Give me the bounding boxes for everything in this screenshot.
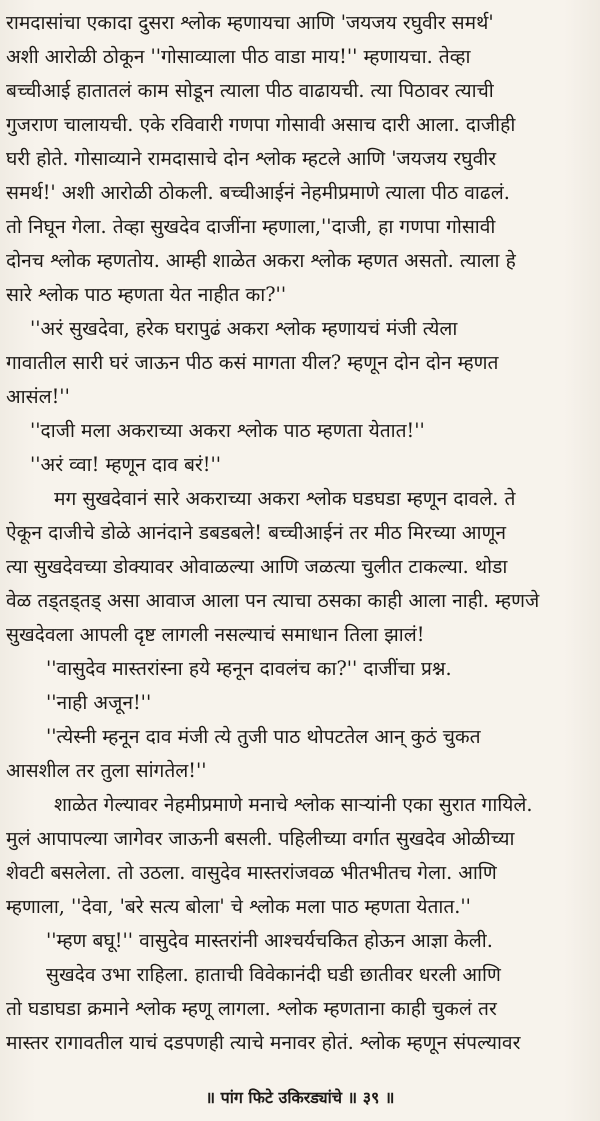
text-line: ''नाही अजून!'' (46, 691, 152, 714)
text-line: समर्थ!' अशी आरोळी ठोकली. बच्चीआईनं नेहमीप्रमाणे त्याला पीठ वाढलं. (6, 181, 510, 204)
text-line: ऐकून दाजीचे डोळे आनंदाने डबडबले! बच्चीआईनं तर मीठ मिरच्या आणून (6, 521, 506, 544)
text-line: ''दाजी मला अकराच्या अकरा श्लोक पाठ म्हणता येतात!'' (30, 419, 425, 442)
text-line: मास्तर रागावतील याचं दडपणही त्याचे मनावर होतं. श्लोक म्हणून संपल्यावर (6, 1031, 521, 1054)
text-line: घरी होते. गोसाव्याने रामदासाचे दोन श्लोक म्हटले आणि 'जयजय रघुवीर (6, 147, 497, 170)
text-line: गुजराण चालायची. एके रविवारी गणपा गोसावी असाच दारी आला. दाजीही (6, 113, 516, 136)
page-footer: ॥ पांग फिटे उकिरड्यांचे ॥ ३९ ॥ (205, 1088, 395, 1107)
text-line: ''वासुदेव मास्तरांस्ना हये म्हनून दावलंच का?'' दाजींचा प्रश्न. (46, 657, 452, 680)
text-line: सुखदेवला आपली दृष्ट लागली नसल्याचं समाधान तिला झालं! (6, 623, 425, 646)
text-line: शाळेत गेल्यावर नेहमीप्रमाणे मनाचे श्लोक साऱ्यांनी एका सुरात गायिले. (54, 793, 533, 816)
text-line: ''अरं सुखदेवा, हरेक घरापुढं अकरा श्लोक म्हणायचं मंजी त्येला (30, 317, 458, 340)
text-line: त्या सुखदेवच्या डोक्यावर ओवाळल्या आणि जळत्या चुलीत टाकल्या. थोडा (6, 555, 508, 578)
text-line: सारे श्लोक पाठ म्हणता येत नाहीत का?'' (6, 283, 287, 306)
text-line: शेवटी बसलेला. तो उठला. वासुदेव मास्तरांजवळ भीतभीतच गेला. आणि (6, 861, 497, 884)
text-line: ''त्येस्नी म्हनून दाव मंजी त्ये तुजी पाठ थोपटतेल आन् कुठं चुकत (46, 725, 481, 748)
text-line: तो घडाघडा क्रमाने श्लोक म्हणू लागला. श्लोक म्हणताना काही चुकलं तर (6, 997, 497, 1020)
text-line: आसशील तर तुला सांगतेल!'' (6, 759, 207, 782)
text-line: आसंल!'' (6, 385, 70, 408)
text-line: सुखदेव उभा राहिला. हाताची विवेकानंदी घडी छातीवर धरली आणि (46, 963, 501, 986)
text-line: अशी आरोळी ठोकून ''गोसाव्याला पीठ वाडा माय!'' म्हणायचा. तेव्हा (6, 45, 471, 68)
text-line: ''म्हण बघू!'' वासुदेव मास्तरांनी आश्चर्यचकित होऊन आज्ञा केली. (46, 929, 493, 952)
text-line: गावातील सारी घरं जाऊन पीठ कसं मागता यील? म्हणून दोन दोन म्हणत (6, 351, 499, 374)
text-line: बच्चीआई हातातलं काम सोडून त्याला पीठ वाढायची. त्या पिठावर त्याची (6, 79, 494, 102)
text-line: दोनच श्लोक म्हणतोय. आम्ही शाळेत अकरा श्लोक म्हणत असतो. त्याला हे (6, 249, 516, 272)
text-line: वेळ तड्तड्तड् असा आवाज आला पन त्याचा ठसका काही आला नाही. म्हणजे (6, 589, 540, 612)
text-line: तो निघून गेला. तेव्हा सुखदेव दाजींना म्हणाला,''दाजी, हा गणपा गोसावी (6, 215, 496, 238)
text-line: ''अरं व्वा! म्हणून दाव बरं!'' (30, 453, 222, 476)
text-line: मुलं आपापल्या जागेवर जाऊनी बसली. पहिलीच्या वर्गात सुखदेव ओळीच्या (6, 827, 515, 850)
text-line: म्हणाला, ''देवा, 'बरे सत्य बोला' चे श्लोक मला पाठ म्हणता येतात.'' (6, 895, 471, 918)
text-line: मग सुखदेवानं सारे अकराच्या अकरा श्लोक घडघडा म्हणून दावले. ते (54, 487, 516, 510)
text-line: रामदासांचा एकादा दुसरा श्लोक म्हणायचा आणि 'जयजय रघुवीर समर्थ' (6, 11, 494, 34)
